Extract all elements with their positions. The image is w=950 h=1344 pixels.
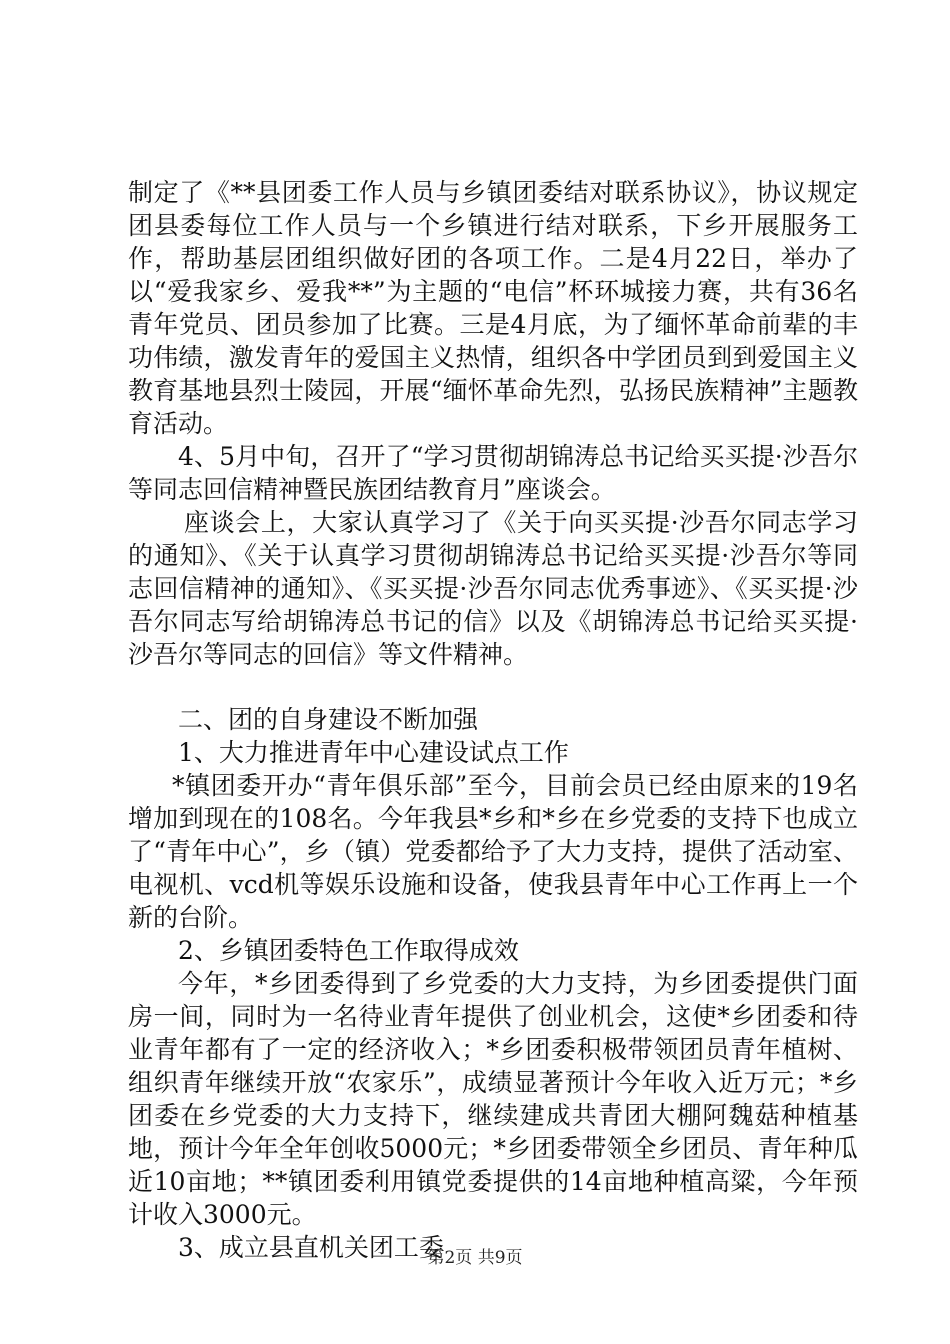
paragraph-youth-center: *镇团委开办“青年俱乐部”至今，目前会员已经由原来的19名增加到现在的108名。今年我县*乡和*乡在乡党委的支持下也成立了“青年中心”，乡（镇）党委都给予了大力支持，提供了活动室、电视机、vcd机等娱乐设施和设备，使我县青年中心工作再上一个新的台阶。 bbox=[128, 771, 858, 932]
subheading-county-organs: 3、成立县直机关团工委 bbox=[178, 1233, 444, 1262]
subheading-township-work: 2、乡镇团委特色工作取得成效 bbox=[178, 936, 519, 965]
paragraph-agreement: 制定了《**县团委工作人员与乡镇团委结对联系协议》，协议规定团县委每位工作人员与一个乡镇进行结对联系，下乡开展服务工作，帮助基层团组织做好团的各项工作。二是4月22日，举办了以“爱我家乡、爱我**”为主题的“电信”杯环城接力赛，共有36名青年党员、团员参加了比赛。三是4月底，为了缅怀革命前辈的丰功伟绩，激发青年的爱国主义热情，组织各中学团员到到爱国主义教育基地县烈士陵园，开展“缅怀革命先烈，弘扬民族精神”主题教育活动。 bbox=[128, 178, 858, 438]
paragraph-forum-study: 座谈会上，大家认真学习了《关于向买买提·沙吾尔同志学习的通知》、《关于认真学习贯彻胡锦涛总书记给买买提·沙吾尔等同志回信精神的通知》、《买买提·沙吾尔同志优秀事迹》、《买买提·沙吾尔同志写给胡锦涛总书记的信》以及《胡锦涛总书记给买买提·沙吾尔等同志的回信》等文件精神。 bbox=[128, 508, 858, 669]
subheading-youth-center: 1、大力推进青年中心建设试点工作 bbox=[178, 738, 569, 767]
section-heading-self-building: 二、团的自身建设不断加强 bbox=[178, 705, 479, 734]
page-footer: 第2页 共9页 bbox=[427, 1248, 523, 1268]
document-body bbox=[128, 176, 858, 1264]
paragraph-forum-meeting: 4、5月中旬，召开了“学习贯彻胡锦涛总书记给买买提·沙吾尔等同志回信精神暨民族团结教育月”座谈会。 bbox=[128, 442, 858, 504]
paragraph-gap bbox=[128, 671, 858, 703]
paragraph-township-work: 今年，*乡团委得到了乡党委的大力支持，为乡团委提供门面房一间，同时为一名待业青年提供了创业机会，这使*乡团委和待业青年都有了一定的经济收入；*乡团委积极带领团员青年植树、组织青年继续开放“农家乐”，成绩显著预计今年收入近万元；*乡团委在乡党委的大力支持下，继续建成共青团大棚阿魏菇种植基地，预计今年全年创收5000元；*乡团委带领全乡团员、青年种瓜近10亩地；**镇团委利用镇党委提供的14亩地种植高粱，今年预计收入3000元。 bbox=[128, 969, 858, 1229]
